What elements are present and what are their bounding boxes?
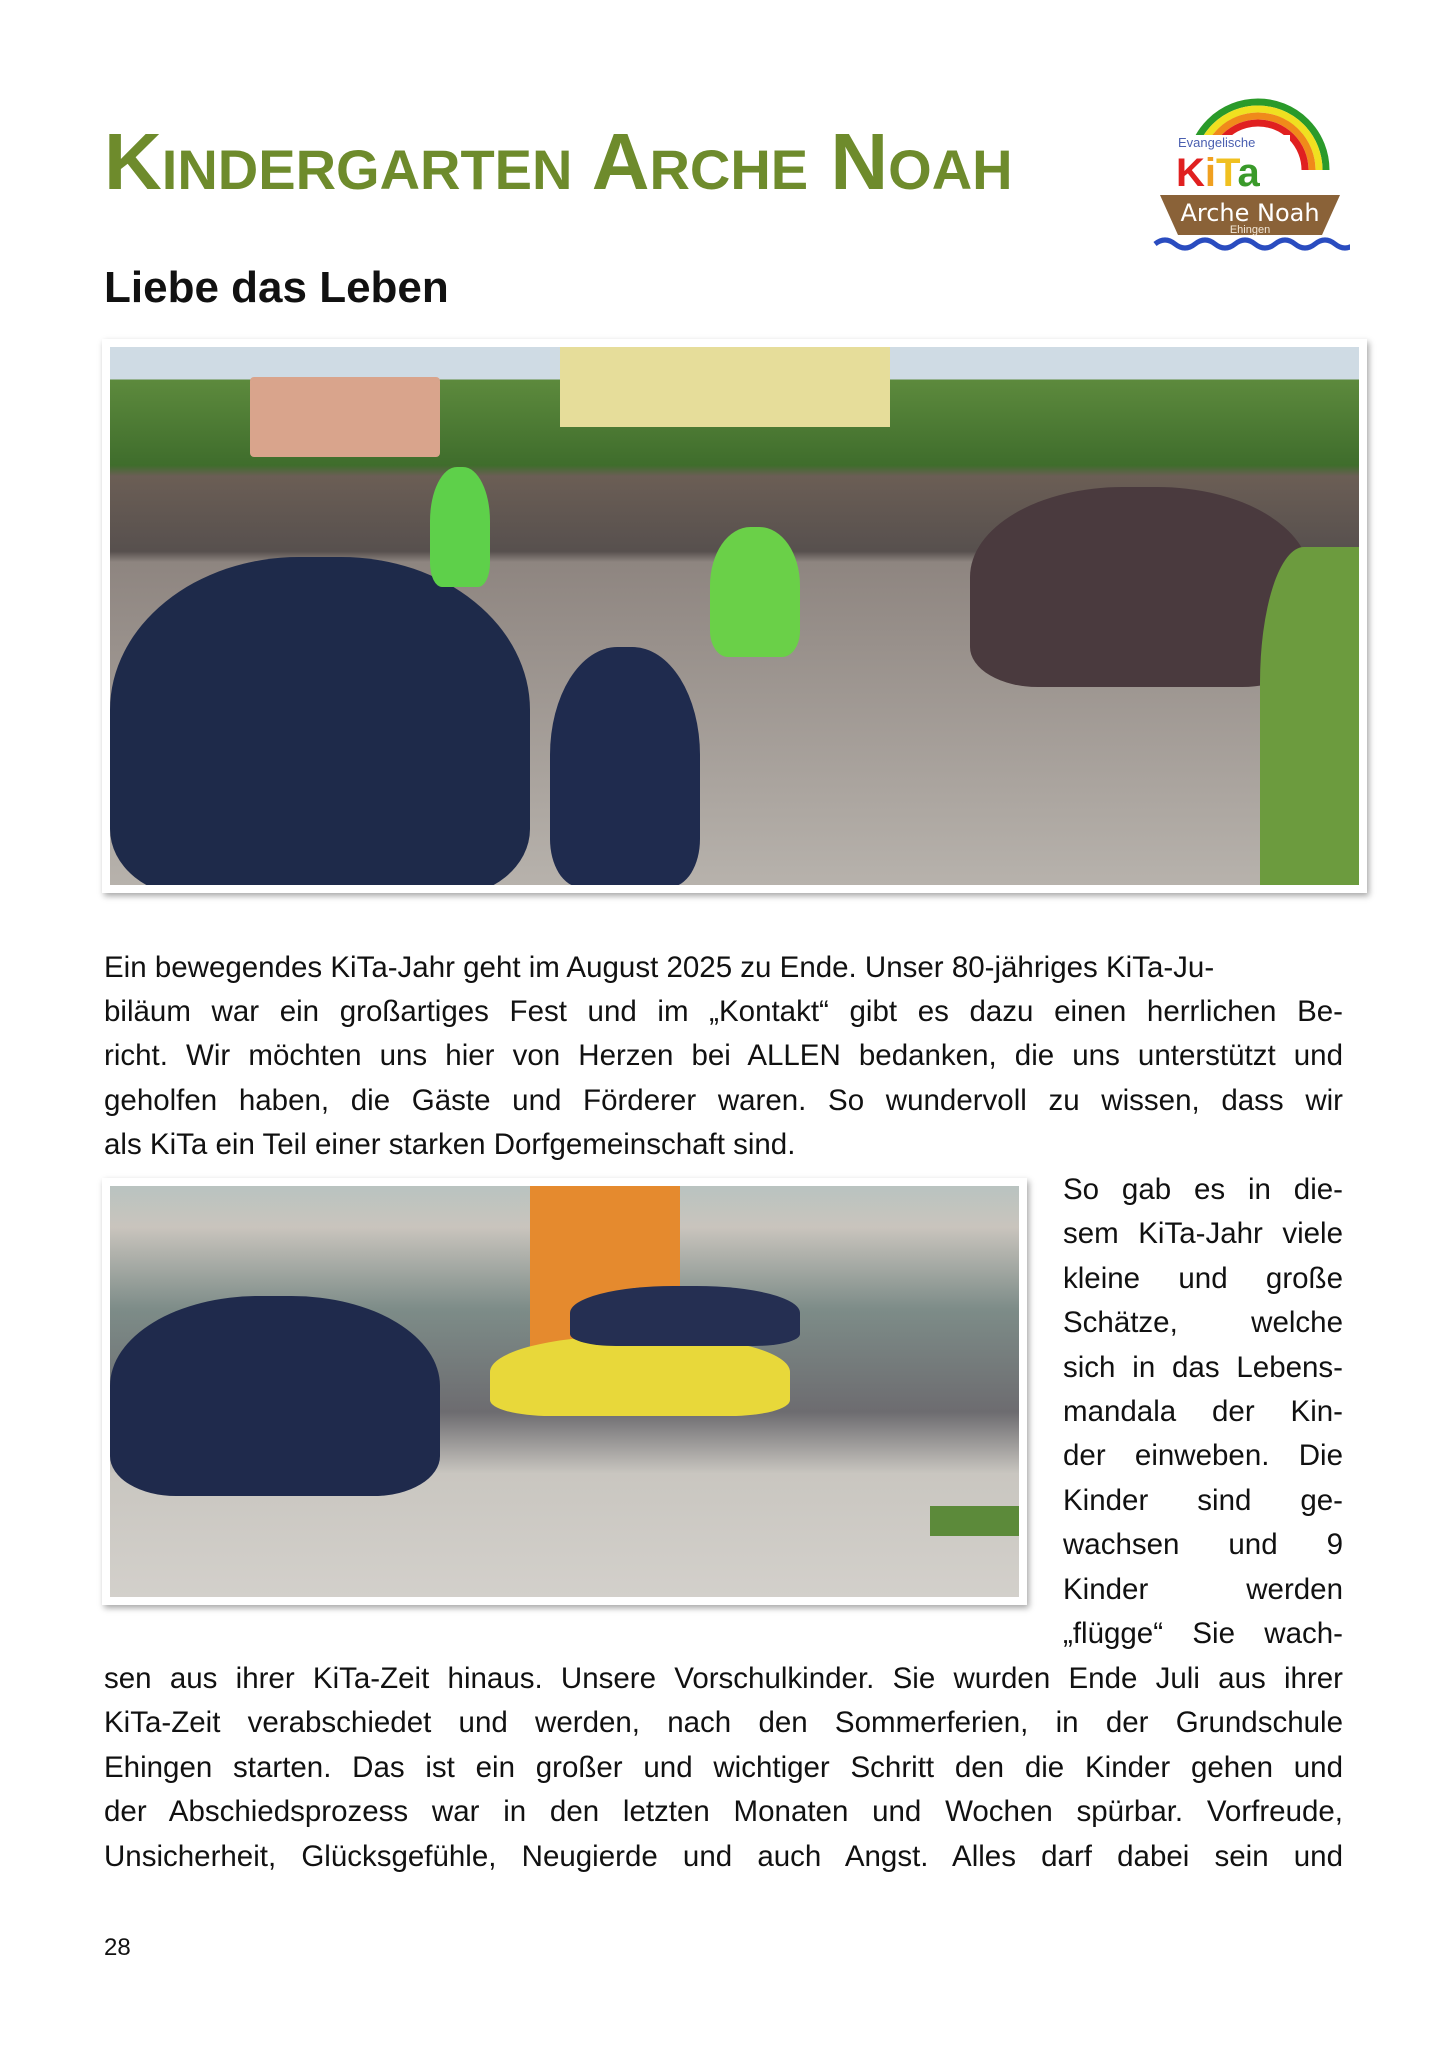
side-text-line: mandala der Kin- [1063, 1395, 1343, 1428]
svg-text:Arche Noah: Arche Noah [1180, 199, 1320, 227]
body-text-line: geholfen haben, die Gäste und Förderer waren. So wundervoll zu wissen, dass wir [104, 1084, 1343, 1117]
body-text-line: der Abschiedsprozess war in den letzten Monaten und Wochen spürbar. Vorfreude, [104, 1795, 1343, 1828]
body-text-line: KiTa-Zeit verabschiedet und werden, nach den Sommerferien, in der Grundschule [104, 1706, 1343, 1739]
svg-text:KiTa: KiTa [1176, 151, 1260, 195]
side-text-line: wachsen und 9 [1063, 1528, 1343, 1561]
body-text-line: richt. Wir möchten uns hier von Herzen bei ALLEN bedanken, die uns unterstützt und [104, 1039, 1343, 1072]
side-text-line: der einweben. Die [1063, 1439, 1343, 1472]
body-text-line: Ein bewegendes KiTa-Jahr geht im August 2025 zu Ende. Unser 80-jähriges KiTa-Ju- [104, 951, 1215, 984]
side-text-line: So gab es in die- [1063, 1173, 1343, 1206]
body-text-line: als KiTa ein Teil einer starken Dorfgemeinschaft sind. [104, 1128, 796, 1161]
body-text-line: biläum war ein großartiges Fest und im „Kontakt“ gibt es dazu einen herrlichen Be- [104, 995, 1343, 1028]
body-text-line: Unsicherheit, Glücksgefühle, Neugierde und auch Angst. Alles darf dabei sein und [104, 1840, 1343, 1873]
article-subtitle: Liebe das Leben [104, 263, 449, 312]
side-text-line: sich in das Lebens- [1063, 1351, 1343, 1384]
page-number: 28 [104, 1934, 131, 1961]
side-text-line: Schätze, welche [1063, 1306, 1343, 1339]
body-text-line: sen aus ihrer KiTa-Zeit hinaus. Unsere Vorschulkinder. Sie wurden Ende Juli aus ihrer [104, 1662, 1343, 1695]
photo-children-performance [102, 1178, 1027, 1605]
svg-text:Evangelische: Evangelische [1178, 135, 1256, 150]
body-text-line: Ehingen starten. Das ist ein großer und wichtiger Schritt den die Kinder gehen und [104, 1751, 1343, 1784]
side-text-line: „flügge“ Sie wach- [1063, 1617, 1343, 1650]
kita-logo [1150, 80, 1350, 255]
photo-festival-dance [102, 339, 1367, 893]
page-title: Kindergarten Arche Noah [104, 117, 1013, 206]
svg-text:Ehingen: Ehingen [1229, 224, 1271, 236]
side-text-line: Kinder werden [1063, 1573, 1343, 1606]
side-text-line: kleine und große [1063, 1262, 1343, 1295]
side-text-line: Kinder sind ge- [1063, 1484, 1343, 1517]
side-text-line: sem KiTa-Jahr viele [1063, 1217, 1343, 1250]
